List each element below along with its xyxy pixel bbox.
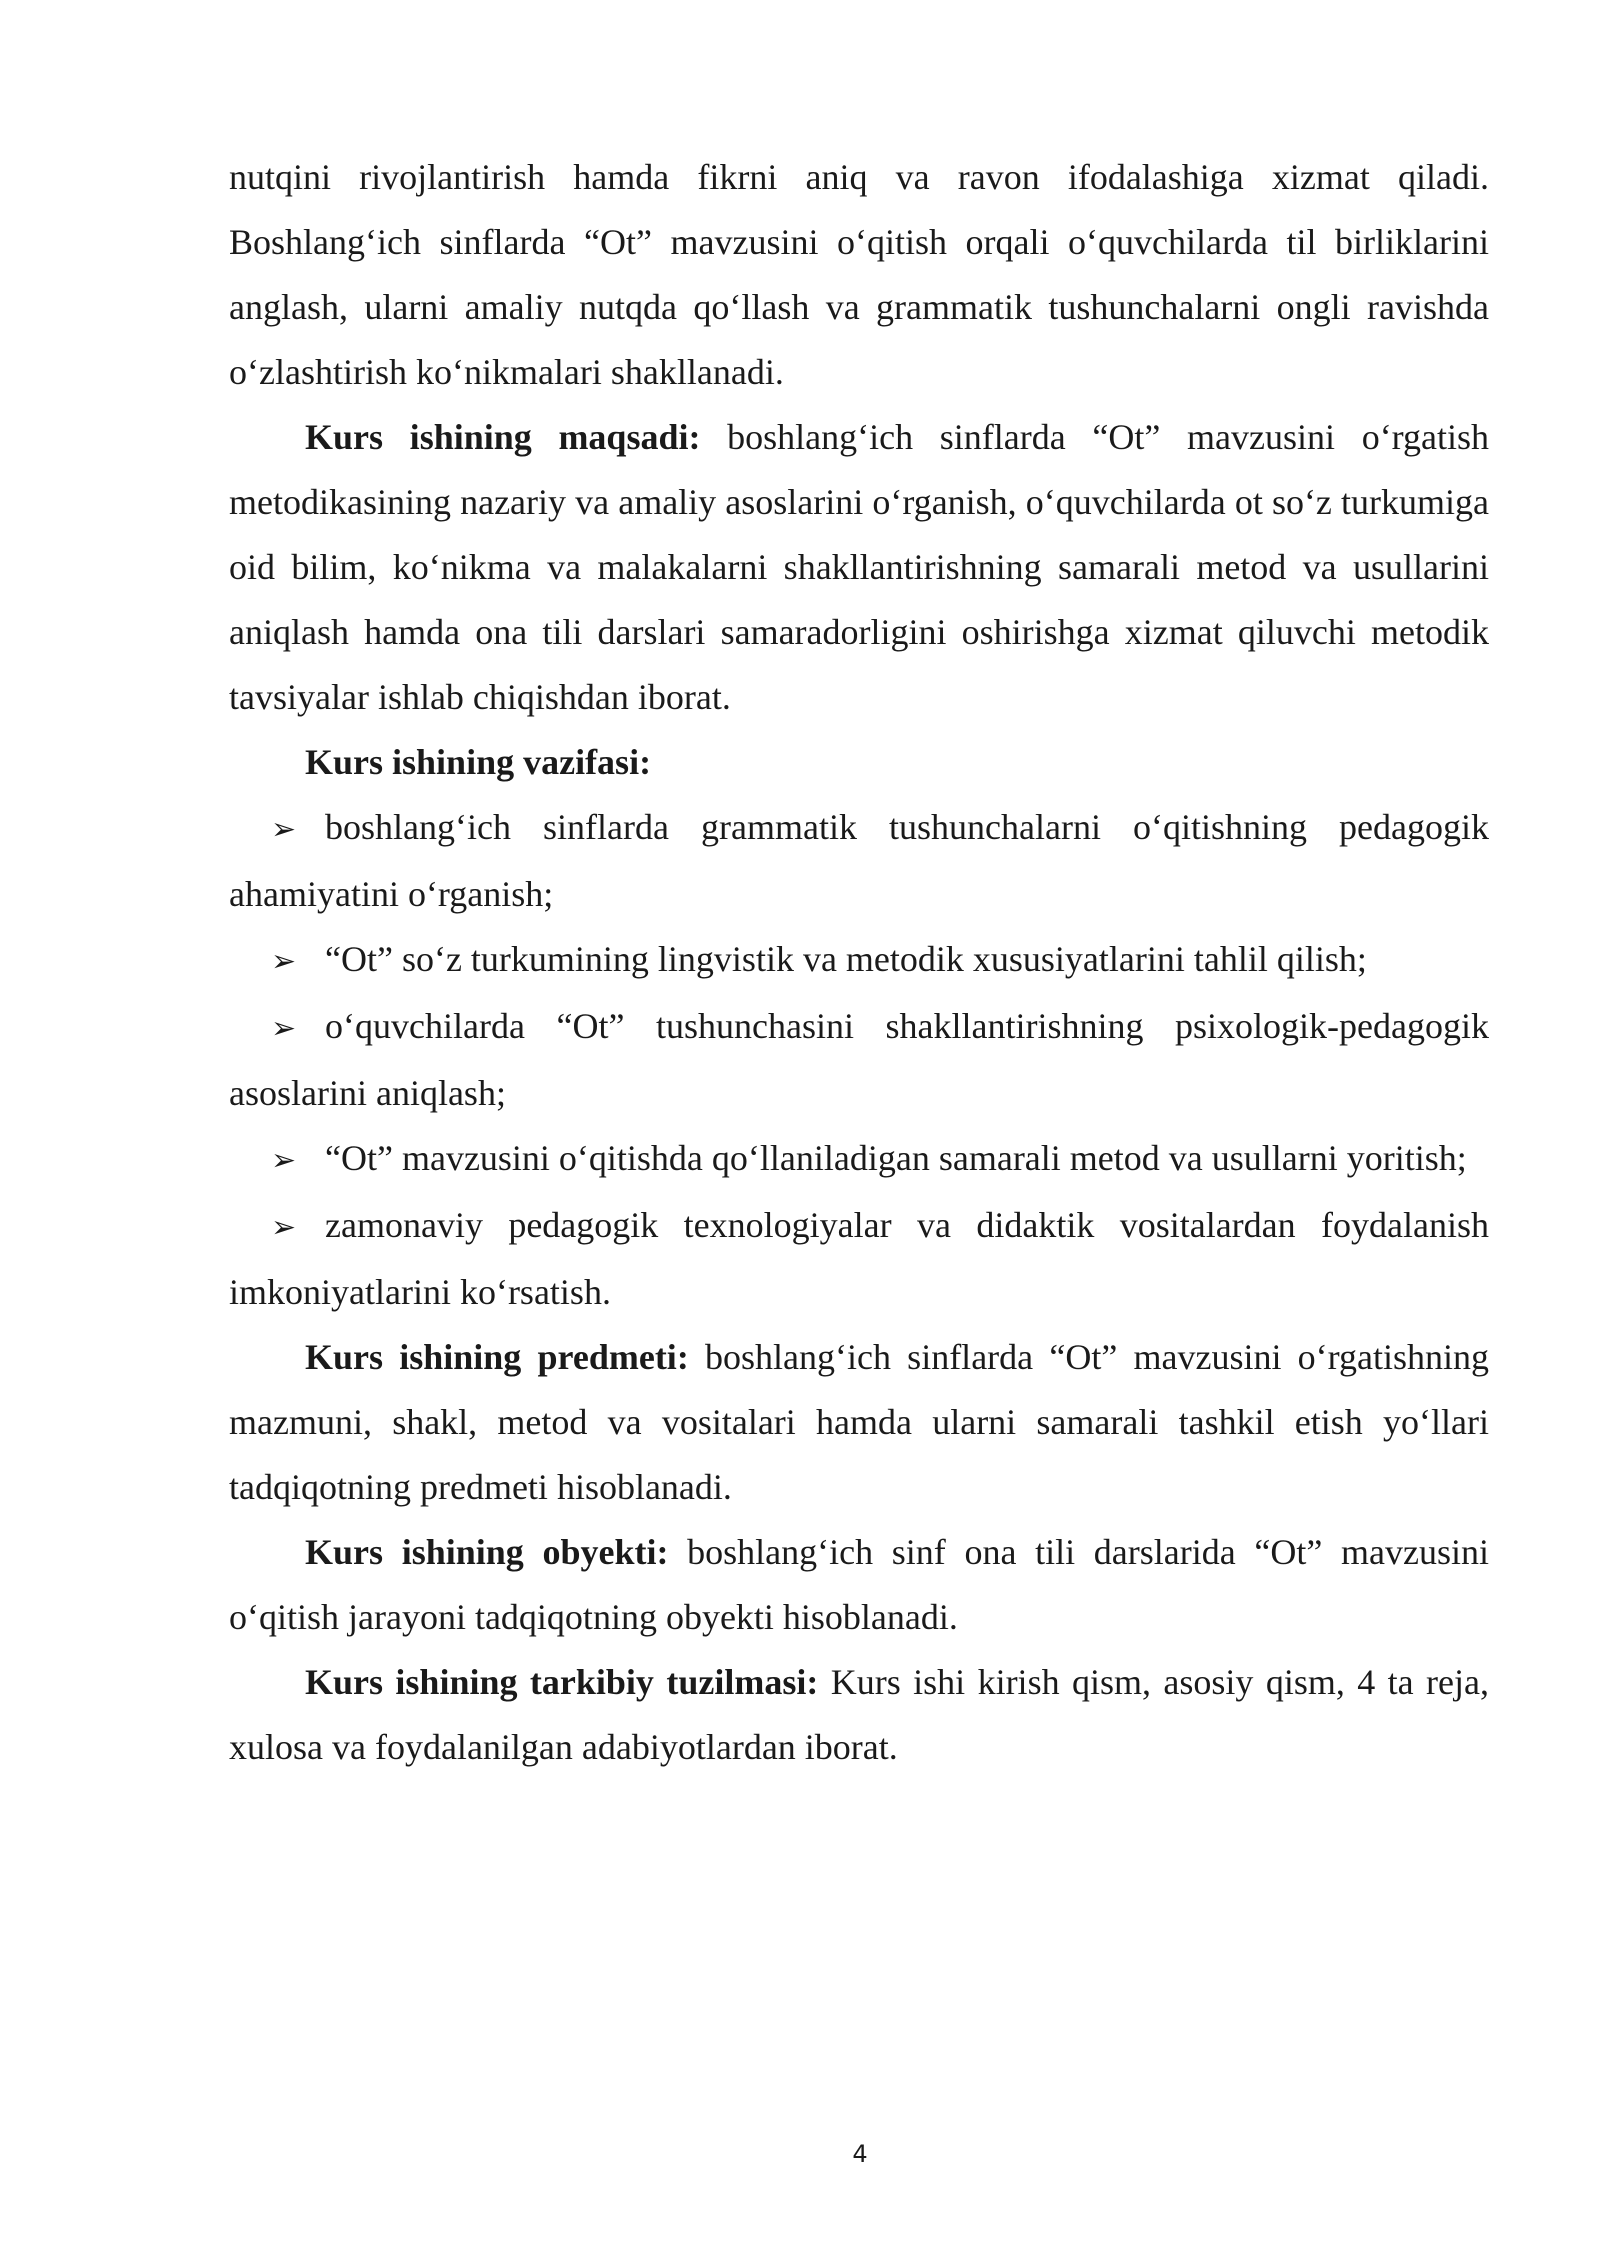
goal-paragraph (229, 405, 1489, 730)
subject-paragraph (229, 1325, 1489, 1520)
goal-label: Kurs ishining maqsadi: (305, 417, 701, 457)
document-page (229, 145, 1489, 1780)
page-number: 4 (852, 2140, 868, 2168)
task-text: o‘quvchilarda “Ot” tushunchasini shakllantirishning psixologik-pedagogik asoslarini aniqlash; (229, 1006, 1489, 1113)
object-label: Kurs ishining obyekti: (305, 1532, 669, 1572)
arrow-bullet-icon: ➢ (271, 1210, 297, 1245)
task-item (229, 795, 1489, 927)
task-item (229, 1126, 1489, 1193)
task-text: “Ot” so‘z turkumining lingvistik va metodik xususiyatlarini tahlil qilish; (325, 939, 1367, 979)
arrow-bullet-icon: ➢ (271, 944, 297, 979)
arrow-bullet-icon: ➢ (271, 1143, 297, 1178)
structure-paragraph (229, 1650, 1489, 1780)
subject-text: boshlang‘ich sinflarda “Ot” mavzusini o‘rgatishning mazmuni, shakl, metod va vositalari hamda ularni samarali tashkil etish yo‘llari tadqiqotning predmeti hisoblanadi. (229, 1337, 1490, 1507)
intro-paragraph: nutqini rivojlantirish hamda fikrni aniq va ravon ifodalashiga xizmat qiladi. Boshlang‘ich sinflarda “Ot” mavzusini o‘qitish orqali o‘quvchilarda til birliklarini anglash, ularni amaliy nutqda qo‘llash va grammatik tushunchalarni ongli ravishda o‘zlashtirish ko‘nikmalari shakllanadi. (229, 157, 1489, 392)
structure-text: Kurs ishi kirish qism, asosiy qism, 4 ta reja, xulosa va foydalanilgan adabiyotlardan iborat. (229, 1662, 1489, 1767)
task-item (229, 994, 1489, 1126)
task-item (229, 1193, 1489, 1325)
goal-text: boshlang‘ich sinflarda “Ot” mavzusini o‘rgatish metodikasining nazariy va amaliy asoslarini o‘rganish, o‘quvchilarda ot so‘z turkumiga oid bilim, ko‘nikma va malakalarni shakllantirishning samarali metod va usullarini aniqlash hamda ona tili darslari samaradorligini oshirishga xizmat qiluvchi metodik tavsiyalar ishlab chiqishdan iborat. (229, 417, 1490, 717)
structure-label: Kurs ishining tarkibiy tuzilmasi: (305, 1662, 819, 1702)
arrow-bullet-icon: ➢ (271, 812, 297, 847)
arrow-bullet-icon: ➢ (271, 1011, 297, 1046)
tasks-heading (229, 730, 1489, 795)
object-text: boshlang‘ich sinf ona tili darslarida “Ot” mavzusini o‘qitish jarayoni tadqiqotning obyekti hisoblanadi. (229, 1532, 1489, 1637)
tasks-label: Kurs ishining vazifasi: (305, 742, 652, 782)
subject-label: Kurs ishining predmeti: (305, 1337, 689, 1377)
task-text: “Ot” mavzusini o‘qitishda qo‘llaniladigan samarali metod va usullarni yoritish; (325, 1138, 1467, 1178)
task-item (229, 927, 1489, 994)
task-text: zamonaviy pedagogik texnologiyalar va didaktik vositalardan foydalanish imkoniyatlarini ko‘rsatish. (229, 1205, 1489, 1312)
task-text: boshlang‘ich sinflarda grammatik tushunchalarni o‘qitishning pedagogik ahamiyatini o‘rganish; (229, 807, 1489, 914)
object-paragraph (229, 1520, 1489, 1650)
